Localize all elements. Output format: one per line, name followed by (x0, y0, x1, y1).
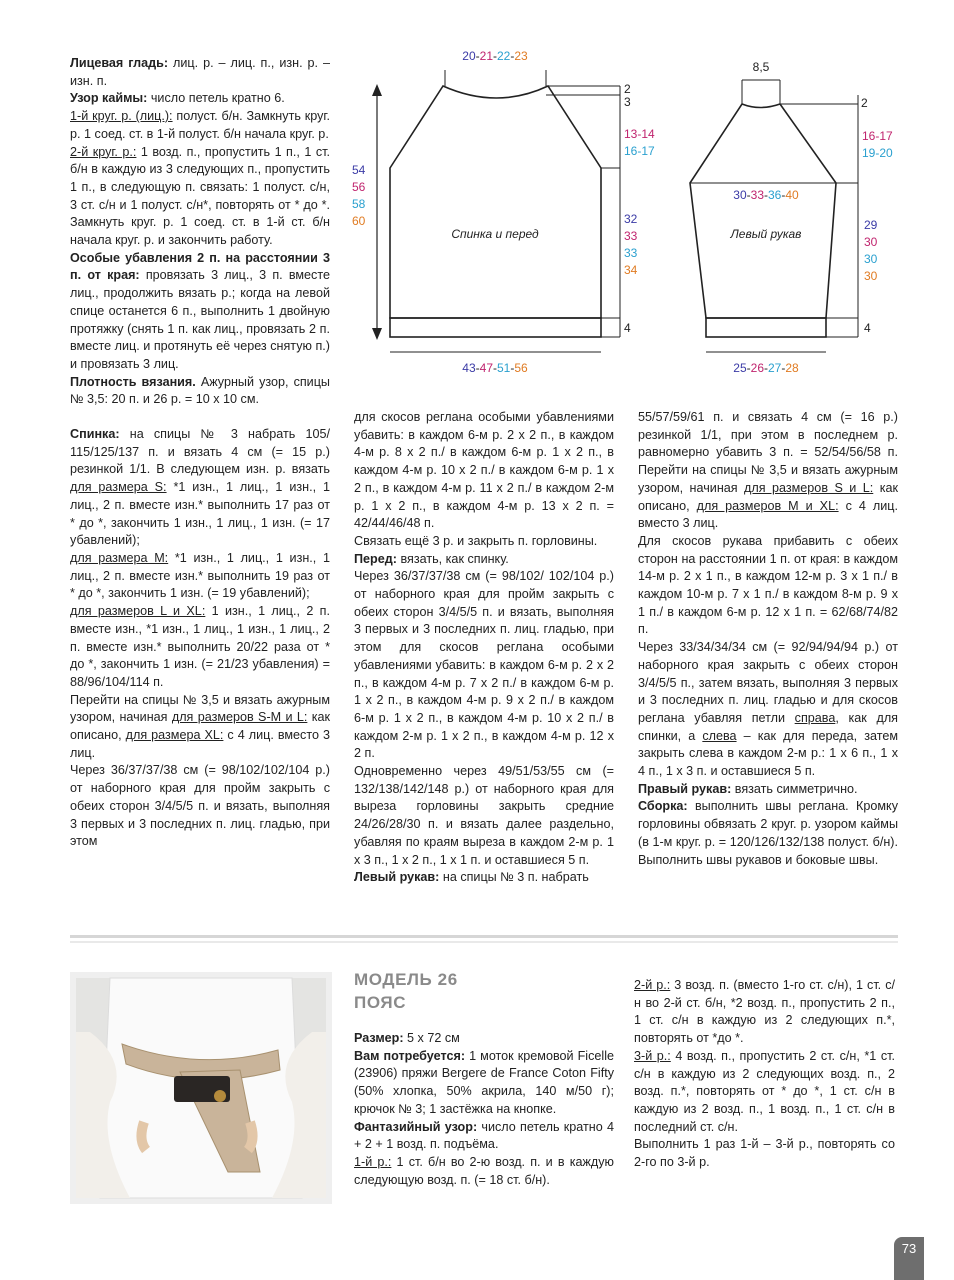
paragraph-right-sleeve: Правый рукав: вязать симметрично. (638, 781, 858, 796)
sleeve-rib (706, 318, 826, 337)
paragraph-repeat: Выполнить 1 раз 1-й – 3-й р., повторять со 2-го по 3-й р. (634, 1137, 895, 1170)
belt-text-column-1 (354, 1030, 614, 1189)
sleeve-top-measure: 8,5 (752, 60, 770, 74)
model-item-heading: ПОЯС (354, 993, 407, 1012)
front-back-raglan-1: 13-14 (624, 127, 655, 141)
paragraph-neck-back: Связать ещё 3 р. и закрыть п. горловины. (354, 533, 598, 548)
paragraph-border-pattern: Узор каймы: число петель кратно 6. (70, 91, 285, 106)
height-size-4: 60 (352, 214, 366, 228)
paragraph-stockinette: Лицевая гладь: лиц. р. – лиц. п., изн. р. – изн. п. (70, 56, 330, 88)
height-size-1: 54 (352, 163, 366, 177)
paragraph-round-2: 2-й круг. р.: 1 возд. п., пропустить 1 п., 1 ст. б/н в каждую из 3 следующих п., пропустить 1 п., в следующую п. связать: 1 полуст. с/н, 3 ст. с/н и 1 полуст. с/н*, повторять от * до *. Замкнуть круг. р. 1 соед. ст. в 1-й ст. б/н начала круг. р. и закончить работу. (70, 144, 330, 248)
sleeve-side-4: 30 (864, 269, 878, 283)
side-size-4: 34 (624, 263, 638, 277)
sleeve-width-measure: 30-33-36-40 (733, 188, 799, 202)
section-divider (70, 935, 898, 938)
sleeve-raglan-2: 19-20 (862, 146, 893, 160)
front-back-raglan-2: 16-17 (624, 144, 655, 158)
front-back-rib-height: 4 (624, 321, 631, 335)
height-arrow-up-icon (372, 84, 382, 96)
height-size-3: 58 (352, 197, 366, 211)
paragraph-lace-pattern: Перейти на спицы № 3,5 и вязать ажурным узором, начиная для размеров S-M и L: как описано, для размера XL: с 4 лиц. вместо 3 лиц. (70, 692, 331, 760)
sleeve-side-3: 30 (864, 252, 878, 266)
sleeve-bottom-measure: 25-26-27-28 (733, 361, 799, 375)
side-size-1: 32 (624, 212, 638, 226)
paragraph-armholes: Через 36/37/37/38 см (= 98/102/102/104 р.) от наборного края для пройм закрыть с обеих сторон 3/4/5/5 п. и вязать, выполняя 3 первых и 3 последних п. лиц. гладью, при этом (70, 763, 330, 849)
sleeve-label: Левый рукав (730, 227, 802, 241)
paragraph-fancy-pattern: Фантазийный узор: число петель кратно 4 + 2 + 1 возд. п. подъёма. (354, 1119, 614, 1152)
paragraph-sleeve-increases: Для скосов рукава прибавить с обеих сторон на расстоянии 1 п. от края: в каждом 14-м р. 2 х 1 п., в каждом 12-м р. 3 х 1 п./ в каждом 10-м р. 7 х 1 п./ в каждом 8-м р. 9 х 1 п./ в каждом 6-м р. 12 х 1 п. = 62/68/74/82 п. (638, 533, 898, 637)
belt-photo (70, 972, 332, 1204)
front-back-rib (390, 318, 601, 337)
page-number: 73 (894, 1237, 924, 1280)
height-arrow-down-icon (372, 328, 382, 340)
paragraph-raglan-back: для скосов реглана особыми убавлениями убавить: в каждом 6-м р. 2 х 2 п., в каждом 4-м р. 8 х 2 п./ в каждом 6-м р. 1 х 2 п., в каждом 4-м р. 10 х 2 п./ в каждом 6-м р. 1 х 2 п., в каждом 4-м р. 11 х 2 п./ в каждом 2-м р. 1 х 2 п., в каждом 4-м р. 13 х 2 п. = 42/44/46/48 п. (354, 410, 614, 531)
paragraph-front: Перед: вязать, как спинку. (354, 551, 509, 566)
sleeve-outline (690, 104, 836, 318)
schematic-diagrams (340, 40, 910, 380)
front-back-outline (390, 86, 601, 318)
sleeve-side-2: 30 (864, 235, 878, 249)
paragraph-size-m: для размера M: *1 изн., 1 лиц., 1 изн., 1 лиц., 2 п. вместе изн.* выполнить 19 раз от * до *, закончить 1 изн. (= 19 убавлений); (70, 550, 330, 601)
belt-text-column-2 (634, 977, 895, 1172)
text-column-2 (354, 409, 614, 887)
paragraph-sleeve-rib: 55/57/59/61 п. и связать 4 см (= 16 р.) резинкой 1/1, при этом в последнем р. равномерно убавить 3 п. = 52/54/56/58 п. Перейти на спицы № 3,5 и вязать ажурным узором, начиная для размеров S и L: как описано, для размеров M и XL: с 4 лиц. вместо 3 лиц. (638, 410, 899, 531)
front-back-neck-1: 2 (624, 82, 631, 96)
paragraph-left-sleeve: Левый рукав: на спицы № 3 п. набрать (354, 870, 589, 885)
front-back-label: Спинка и перед (451, 227, 539, 241)
paragraph-size-l-xl: для размеров L и XL: 1 изн., 1 лиц., 2 п. вместе изн., *1 изн., 1 лиц., 1 изн., 1 лиц., 2 п. вместе изн.* выполнить 20/22 раза от * до *, закончить 1 изн. (= 21/23 убавления) = 88/96/104/114 п. (70, 604, 330, 689)
height-size-2: 56 (352, 180, 366, 194)
front-back-schematic (390, 86, 601, 337)
front-back-neck-2: 3 (624, 95, 631, 109)
sleeve-rib-height: 4 (864, 321, 871, 335)
front-back-bottom-measure: 43-47-51-56 (462, 361, 528, 375)
front-back-dim-lines (390, 70, 620, 352)
model-title (354, 968, 458, 1014)
sleeve-top-right: 2 (861, 96, 868, 110)
model-number-heading: МОДЕЛЬ 26 (354, 970, 458, 989)
paragraph-size: Размер: 5 х 72 см (354, 1031, 460, 1045)
paragraph-row-3: 3-й р.: 4 возд. п., пропустить 2 ст. с/н, *1 ст. с/н в каждую из 2 следующих возд. п., 2 возд. п.*, повторять от * до *, 1 ст. с/н в каждую из 2 возд. п., 1 возд. п., 1 ст. с/н в последний ст. с/н. (634, 1048, 895, 1134)
paragraph-row-2: 2-й р.: 3 возд. п. (вместо 1-го ст. с/н), 1 ст. с/н во 2-й ст. б/н, *2 возд. п., пропустить 2 п., 1 ст. с/н в каждую из 2 следующих п.*, повторять от *до *. (634, 978, 896, 1046)
text-column-1 (70, 55, 330, 851)
paragraph-materials: Вам потребуется: 1 моток кремовой Ficelle (23906) пряжи Bergere de France Coton Fifty (50% хлопка, 50% акрила, 140 м/50 г); крючок № 3; 1 застёжка на кнопке. (354, 1048, 615, 1116)
sleeve-side-1: 29 (864, 218, 878, 232)
paragraph-special-decreases: Особые убавления 2 п. на расстоянии 3 п. от края: провязать 3 лиц., 3 п. вместе лиц., продолжить вязать р.; когда на левой спице останется 6 п., выполнить 1 двойную протяжку (снять 1 п. как лиц., провязать 2 п. вместе лиц. и протянуть её через снятую п.) и провязать 3 лиц. (70, 250, 330, 371)
text-column-3 (638, 409, 898, 869)
front-back-top-measure: 20-21-22-23 (462, 49, 528, 63)
section-divider-light (70, 941, 898, 943)
sleeve-schematic (690, 104, 836, 337)
paragraph-front-neck: Одновременно через 49/51/53/55 см (= 132/138/142/148 р.) от наборного края для выреза горловины закрыть средние 24/26/28/30 п. и вязать далее раздельно, убавляя по краям выреза в каждом 2-м р. 1 х 3 п., 1 х 2 п., 1 х 1 п. и оставшиеся 5 п. (354, 764, 614, 867)
paragraph-assembly: Сборка: выполнить швы реглана. Кромку горловины обвязать 2 круг. р. узором каймы (в 1-м круг. р. = 120/126/132/138 полуст. б/н). Выполнить швы рукавов и боковые швы. (638, 799, 898, 867)
side-size-3: 33 (624, 246, 638, 260)
paragraph-row-1: 1-й р.: 1 ст. б/н во 2-ю возд. п. и в каждую следующую возд. п. (= 18 ст. б/н). (354, 1154, 614, 1187)
paragraph-sleeve-raglan: Через 33/34/34/34 см (= 92/94/94/94 р.) от наборного края закрыть с обеих сторон 3/4/5/5 п., затем вязать, выполняя 3 первых и 3 последних п. лиц. гладью и для скосов реглана убавляя петли справа, как для спинки, а слева – как для переда, затем закрыть слева в каждом 2-м р.: 1 х 6 п., 1 х 4 п., 1 х 3 п. и оставшиеся 5 п. (638, 640, 899, 779)
paragraph-gauge: Плотность вязания. Ажурный узор, спицы № 3,5: 20 п. и 26 р. = 10 х 10 см. (70, 374, 330, 407)
side-size-2: 33 (624, 229, 638, 243)
paragraph-back: Спинка: на спицы № 3 набрать 105/ 115/125/137 п. и вязать 4 см (= 15 р.) резинкой 1/1. В следующем изн. р. вязать для размера S: *1 изн., 1 лиц., 1 изн., 1 лиц., 2 п. вместе изн.* выполнить 17 раз от * до *, закончить 1 изн., 1 лиц., 1 изн. (= 17 убавлений); (70, 427, 330, 548)
paragraph-front-raglan: Через 36/37/37/38 см (= 98/102/ 102/104 р.) от наборного края для пройм закрыть с обеих сторон 3/4/5/5 п. и вязать, выполняя 3 первых и 3 последних п. лиц. гладью, при этом для скосов реглана особыми убавлениями убавить: в каждом 6-м р. 2 х 2 п., в каждом 4-м р. 7 х 2 п./ в каждом 6-м р. 1 х 2 п., в каждом 4-м р. 9 х 2 п./ в каждом 6-м р. 1 х 2 п., в каждом 4-м р. 10 х 2 п./ в каждом 2-м р. 1 х 2 п., в каждом 4-м р. 12 х 2 п. (354, 569, 614, 761)
belt-photo-illustration (70, 972, 332, 1204)
paragraph-round-1: 1-й круг. р. (лиц.): полуст. б/н. Замкнуть круг. р. 1 соед. ст. в 1-й полуст. б/н начала круг. р. (70, 109, 330, 141)
sleeve-raglan-1: 16-17 (862, 129, 893, 143)
